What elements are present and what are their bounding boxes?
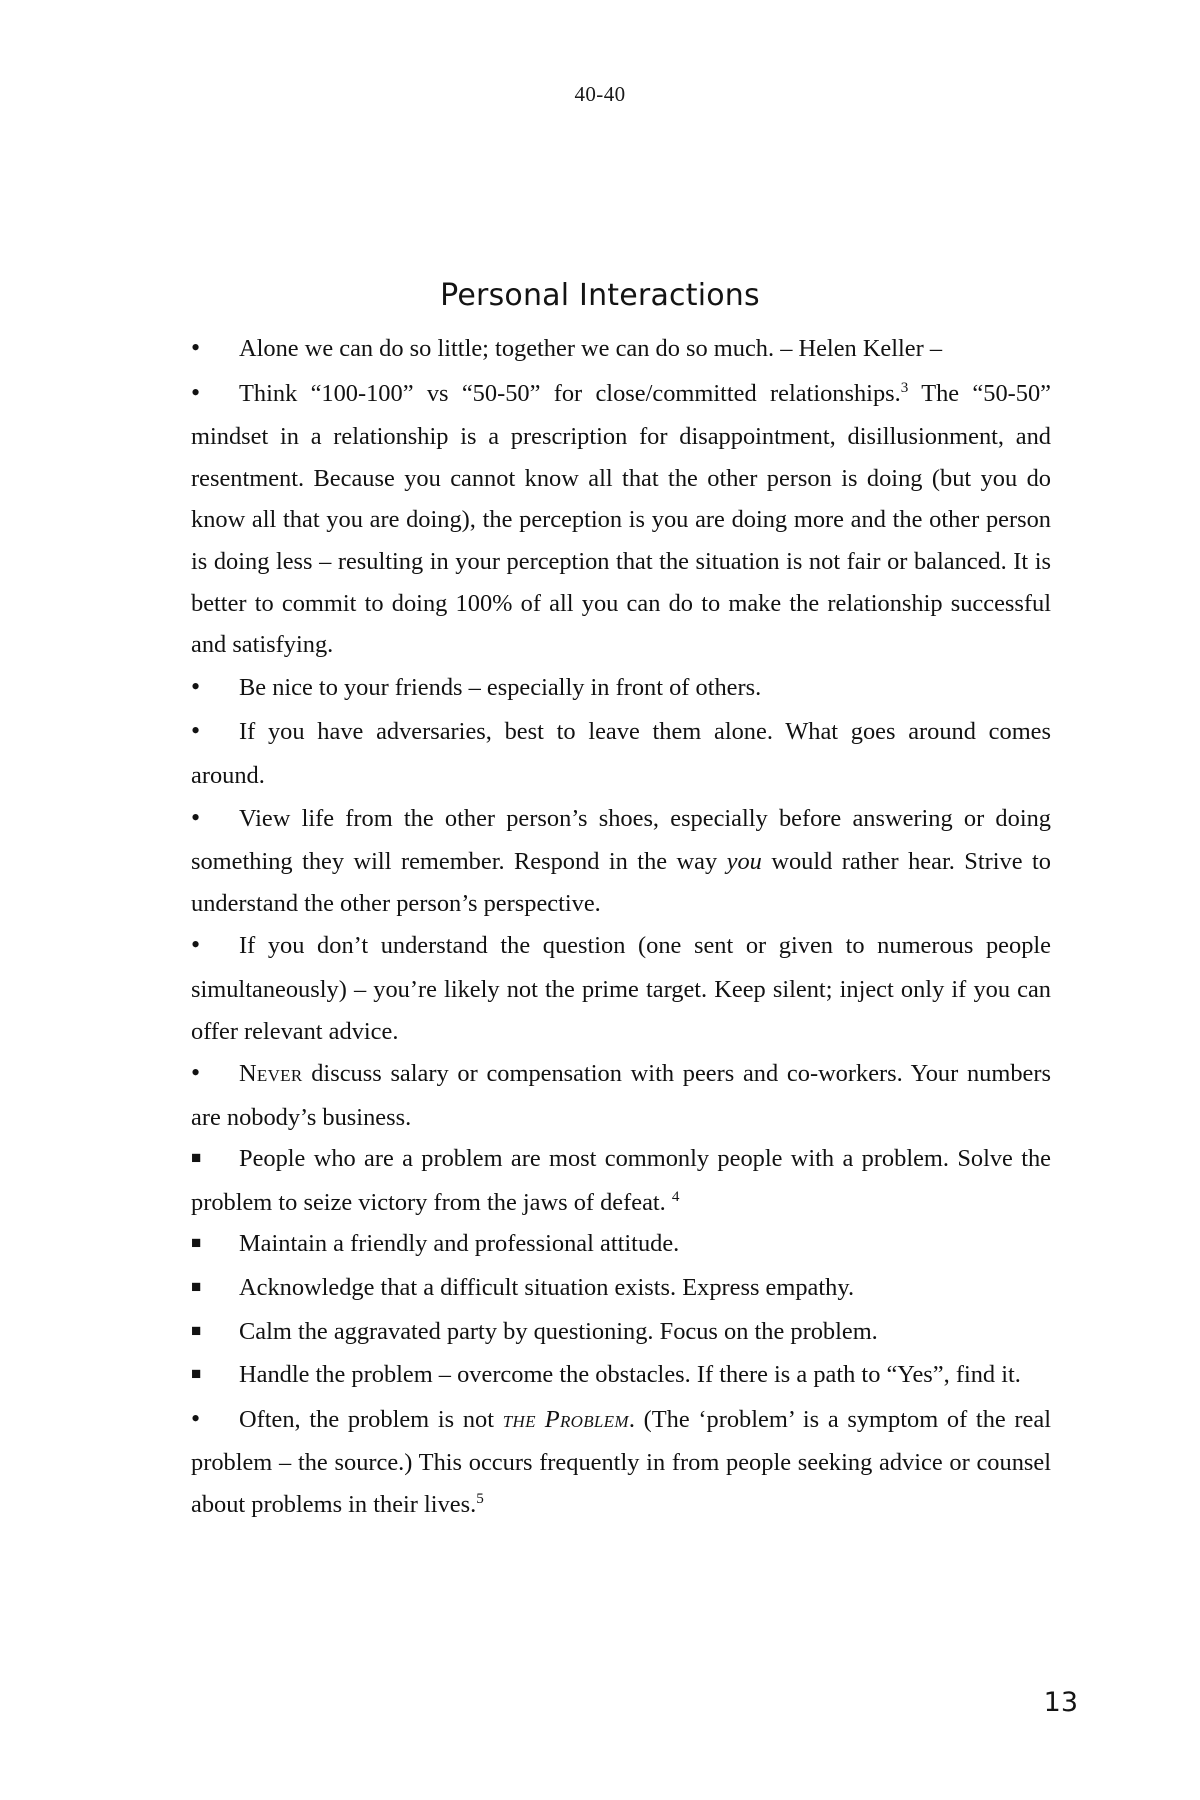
text-run: Think “100-100” vs “50-50” for close/committed relationships. <box>239 379 901 407</box>
page-number: 13 <box>1043 1687 1078 1718</box>
footnote-marker: 3 <box>900 379 909 396</box>
list-item-text <box>239 1361 1021 1388</box>
text-run: The “50-50” mindset in a relationship is a prescription for disappointment, disillusionment, and resentment. Because you cannot know all that the other person is doing (but you do know all that you are doing), the perception is you are doing more and the other person is doing less – resulting in your perception that the situation is not fair or balanced. It is better to commit to doing 100% of all you can do to make the relationship successful and satisfying. <box>191 379 1051 659</box>
list-item-text <box>239 1230 679 1257</box>
italic-small-caps-text: the Problem <box>502 1405 629 1433</box>
page-title: Personal Interactions <box>440 278 760 314</box>
list-item-text <box>191 380 1051 659</box>
list-item <box>191 710 1051 796</box>
emphasis-text: you <box>726 848 762 876</box>
list-item-text <box>191 718 1051 789</box>
text-run: Maintain a friendly and professional attitude. <box>239 1230 680 1258</box>
square-bullet-icon <box>191 1140 239 1182</box>
list-item <box>191 372 1051 666</box>
text-run: . (The ‘problem’ is a symptom of the real problem – the source.) This occurs frequently in from people seeking advice or counsel about problems in their lives. <box>191 1405 1051 1519</box>
text-run: Acknowledge that a difficult situation exists. Express empathy. <box>239 1274 855 1302</box>
round-bullet-icon <box>191 924 239 969</box>
list-item-text <box>191 1060 1051 1131</box>
list-item <box>191 1398 1051 1526</box>
text-run: People who are a problem are most commonly people with a problem. Solve the problem to seize victory from the jaws of defeat. <box>191 1145 1051 1216</box>
list-item <box>191 1138 1051 1223</box>
list-item-text <box>239 1318 878 1345</box>
round-bullet-icon <box>191 1398 239 1443</box>
list-item <box>191 1052 1051 1138</box>
small-caps-text: Never <box>239 1060 303 1088</box>
list-item-text <box>191 1145 1051 1216</box>
text-run: discuss salary or compensation with peers and co-workers. Your numbers are nobody’s business. <box>191 1060 1051 1131</box>
footnote-marker: 5 <box>476 1490 484 1507</box>
text-run: Often, the problem is not <box>239 1405 503 1433</box>
text-run: View life from the other person’s shoes, especially before answering or doing something they will remember. Respond in the way <box>191 804 1051 876</box>
list-item-text <box>239 674 761 701</box>
round-bullet-icon <box>191 327 239 372</box>
list-item <box>191 1223 1051 1267</box>
list-item <box>191 797 1051 925</box>
list-item <box>191 327 1051 372</box>
list-item-text <box>191 1406 1051 1518</box>
text-run: If you have adversaries, best to leave them alone. What goes around comes around. <box>191 718 1051 789</box>
list-item <box>191 924 1051 1052</box>
body-content <box>191 327 1051 1526</box>
list-item <box>191 1311 1051 1355</box>
text-run: Alone we can do so little; together we can do so much. – Helen Keller – <box>239 335 943 362</box>
round-bullet-icon <box>191 372 239 417</box>
footnote-marker: 4 <box>671 1188 680 1205</box>
round-bullet-icon <box>191 797 239 842</box>
list-item <box>191 1267 1051 1311</box>
round-bullet-icon <box>191 666 239 711</box>
text-run: Calm the aggravated party by questioning. Focus on the problem. <box>239 1317 878 1345</box>
round-bullet-icon <box>191 1052 239 1097</box>
square-bullet-icon <box>191 1356 239 1398</box>
running-head: 40-40 <box>574 82 626 106</box>
round-bullet-icon <box>191 710 239 755</box>
list-item-text <box>239 335 942 362</box>
list-item-text <box>239 1274 854 1301</box>
list-item-text <box>191 805 1051 917</box>
text-run: would rather hear. Strive to understand the other person’s perspective. <box>191 848 1051 917</box>
text-run: If you don’t understand the question (one sent or given to numerous people simultaneously) – you’re likely not the prime target. Keep silent; inject only if you can offer relevant advice. <box>191 932 1051 1045</box>
text-run: Be nice to your friends – especially in front of others. <box>239 673 762 701</box>
list-item <box>191 666 1051 711</box>
square-bullet-icon <box>191 1269 239 1311</box>
square-bullet-icon <box>191 1225 239 1267</box>
list-item <box>191 1354 1051 1398</box>
text-run: Handle the problem – overcome the obstacles. If there is a path to “Yes”, find it. <box>239 1361 1021 1389</box>
list-item-text <box>191 932 1051 1044</box>
square-bullet-icon <box>191 1313 239 1355</box>
